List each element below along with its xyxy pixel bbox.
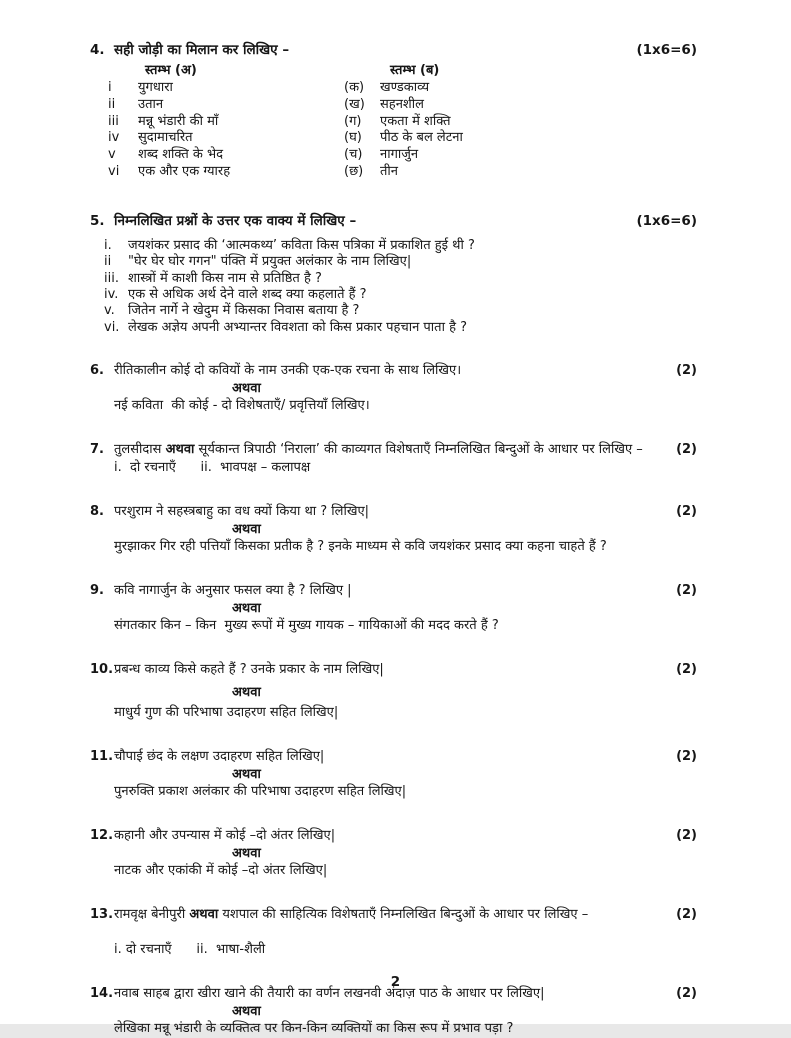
match-row-key: (क) — [344, 80, 365, 95]
question-text-or-bold: अथवा — [165, 442, 195, 458]
question-14-number: 14. — [90, 986, 114, 1002]
match-row — [108, 97, 697, 114]
question-11-number: 11. — [90, 749, 114, 765]
question-7-marks: (2) — [676, 442, 697, 458]
or-label: अथवा — [232, 1004, 261, 1020]
sub-question-serial: iii. — [104, 270, 119, 286]
question-5-items — [104, 238, 697, 336]
question-7-number: 7. — [90, 442, 104, 458]
question-11-line — [90, 748, 697, 766]
match-row-right: पीठ के बल लेटना — [380, 130, 463, 146]
question-9-number: 9. — [90, 583, 104, 599]
question-6 — [90, 362, 697, 415]
question-11-alternative: पुनरुक्ति प्रकाश अलंकार की परिभाषा उदाहरण सहित लिखिए| — [114, 784, 407, 800]
question-6-text — [114, 362, 676, 380]
question-10-marks: (2) — [676, 662, 697, 678]
match-row — [108, 147, 697, 164]
sub-question-serial: ii — [104, 254, 112, 270]
match-row-left: एक और एक ग्यारह — [138, 163, 231, 179]
match-column-headers — [145, 61, 697, 80]
sub-question-text: जयशंकर प्रसाद की ‘आत्मकथ्य’ कविता किस पत्रिका में प्रकाशित हुई थी ? — [128, 237, 475, 253]
question-4-number: 4. — [90, 42, 105, 58]
question-13-text — [114, 906, 676, 924]
match-table — [90, 80, 697, 181]
question-text-or-bold: अथवा — [189, 907, 219, 923]
match-row-serial: v — [108, 147, 116, 163]
question-13-line — [90, 906, 697, 924]
match-row-right: नागार्जुन — [380, 147, 419, 163]
question-9-line — [90, 582, 697, 600]
match-row-right: सहनशील — [380, 96, 424, 112]
match-row-serial: vi — [108, 163, 120, 179]
question-12-marks: (2) — [676, 828, 697, 844]
question-6-line — [90, 362, 697, 380]
match-row-key: (ग) — [344, 113, 362, 129]
question-11-marks: (2) — [676, 749, 697, 765]
question-14-alternative: लेखिका मन्नू भंडारी के व्यक्तित्व पर किन-किन व्यक्तियों का किस रूप में प्रभाव पड़ा ? — [114, 1021, 514, 1037]
question-11 — [90, 748, 697, 801]
question-12-number: 12. — [90, 828, 114, 844]
question-8 — [90, 503, 697, 556]
question-13 — [90, 906, 697, 959]
question-text-main: कहानी और उपन्यास में कोई –दो अंतर लिखिए| — [114, 828, 336, 844]
match-row-right: तीन — [380, 163, 398, 179]
question-text-rest: सूर्यकान्त त्रिपाठी ‘निराला’ की काव्यगत विशेषताएँ निम्नलिखित बिन्दुओं के आधार पर लिखिए – — [194, 442, 643, 458]
question-8-line — [90, 503, 697, 521]
question-7 — [90, 441, 697, 477]
question-14 — [90, 985, 697, 1038]
question-10-line — [90, 661, 697, 679]
question-5 — [90, 211, 697, 336]
question-8-marks: (2) — [676, 504, 697, 520]
or-label: अथवा — [232, 381, 261, 397]
sub-question-serial: v. — [104, 303, 115, 319]
question-5-marks: (1x6=6) — [636, 212, 697, 229]
question-4-marks: (1x6=6) — [636, 42, 697, 58]
match-row-key: (छ) — [344, 163, 364, 179]
question-12 — [90, 827, 697, 880]
match-row — [108, 130, 697, 147]
question-text-main: कवि नागार्जुन के अनुसार फसल क्या है ? लिखिए | — [114, 583, 352, 599]
sub-question-serial: vi. — [104, 319, 120, 335]
page-number: 2 — [390, 974, 401, 990]
match-column-b-header: स्तम्भ (ब) — [390, 63, 440, 78]
match-row — [108, 80, 697, 97]
sub-question — [104, 303, 697, 319]
match-row — [108, 164, 697, 181]
sub-question — [104, 287, 697, 303]
question-text-main: रीतिकालीन कोई दो कवियों के नाम उनकी एक-एक रचना के साथ लिखिए। — [114, 363, 462, 379]
sub-question — [104, 254, 697, 270]
question-text-rest: यशपाल की साहित्यिक विशेषताएँ निम्नलिखित बिन्दुओं के आधार पर लिखिए – — [218, 907, 589, 923]
question-12-alternative: नाटक और एकांकी में कोई –दो अंतर लिखिए| — [114, 863, 328, 879]
match-row-right: खण्डकाव्य — [380, 80, 430, 95]
sub-question-text: एक से अधिक अर्थ देने वाले शब्द क्या कहलाते हैं ? — [128, 287, 367, 302]
match-row-left: सुदामाचरित — [138, 130, 193, 146]
match-row-key: (च) — [344, 147, 363, 163]
question-6-alternative: नई कविता की कोई - दो विशेषताएँ/ प्रवृत्तियाँ लिखिए। — [114, 398, 370, 414]
question-5-header — [90, 211, 697, 231]
sub-question — [104, 320, 697, 336]
or-label: अथवा — [232, 685, 261, 701]
question-10 — [90, 661, 697, 722]
match-row-left: शब्द शक्ति के भेद — [138, 147, 224, 163]
question-6-number: 6. — [90, 363, 104, 379]
sub-question-text: "घेर घेर घोर गगन" पंक्ति में प्रयुक्त अलंकार के नाम लिखिए| — [128, 254, 412, 270]
question-14-marks: (2) — [676, 986, 697, 1002]
question-8-text — [114, 503, 676, 521]
question-text-main: तुलसीदास — [114, 442, 166, 458]
or-label: अथवा — [232, 846, 261, 862]
match-row-left: मन्नू भंडारी की माँ — [138, 113, 219, 129]
match-row-key: (घ) — [344, 130, 362, 146]
match-row-left: उतान — [138, 96, 164, 112]
match-row-left: युगधारा — [138, 80, 173, 95]
question-4-title: सही जोड़ी का मिलान कर लिखिए – — [114, 42, 290, 58]
sub-question-serial: iv. — [104, 287, 119, 302]
sub-question-text: लेखक अज्ञेय अपनी अभ्यान्तर विवशता को किस प्रकार पहचान पाता है ? — [128, 319, 468, 335]
question-11-text — [114, 748, 676, 766]
match-row-serial: i — [108, 80, 112, 95]
sub-question — [104, 271, 697, 287]
question-text-main: नवाब साहब द्वारा खीरा खाने की तैयारी का वर्णन लखनवी अंदाज़ पाठ के आधार पर लिखिए| — [114, 986, 545, 1002]
match-row-serial: ii — [108, 96, 116, 112]
match-row-serial: iv — [108, 130, 120, 146]
question-13-number: 13. — [90, 907, 114, 923]
match-column-a-header: स्तम्भ (अ) — [145, 63, 197, 78]
question-5-title: निम्नलिखित प्रश्नों के उत्तर एक वाक्य में लिखिए – — [114, 212, 357, 229]
question-8-number: 8. — [90, 504, 104, 520]
question-13-points: i. दो रचनाएँ ii. भाषा-शैली — [114, 942, 266, 958]
match-row-key: (ख) — [344, 96, 365, 112]
question-7-line — [90, 441, 697, 459]
question-7-text — [114, 441, 676, 459]
question-10-text — [114, 661, 676, 679]
question-text-main: प्रबन्ध काव्य किसे कहते हैं ? उनके प्रकार के नाम लिखिए| — [114, 662, 384, 678]
question-5-number: 5. — [90, 212, 105, 229]
question-13-marks: (2) — [676, 907, 697, 923]
sub-question-serial: i. — [104, 237, 112, 253]
match-row-right: एकता में शक्ति — [380, 113, 451, 129]
question-12-text — [114, 827, 676, 845]
question-10-alternative: माधुर्य गुण की परिभाषा उदाहरण सहित लिखिए| — [114, 705, 339, 721]
question-6-marks: (2) — [676, 363, 697, 379]
sub-question-text: जितेन नार्गे ने खेदुम में किसका निवास बताया है ? — [128, 303, 360, 319]
question-9-text — [114, 582, 676, 600]
question-12-line — [90, 827, 697, 845]
question-9-alternative: संगतकार किन – किन मुख्य रूपों में मुख्य गायक – गायिकाओं की मदद करते हैं ? — [114, 618, 499, 634]
question-7-points: i. दो रचनाएँ ii. भावपक्ष – कलापक्ष — [114, 460, 311, 476]
question-text-main: चौपाई छंद के लक्षण उदाहरण सहित लिखिए| — [114, 749, 325, 765]
question-9 — [90, 582, 697, 635]
sub-question — [104, 238, 697, 254]
match-row-serial: iii — [108, 113, 119, 129]
question-8-alternative: मुरझाकर गिर रही पत्तियाँ किसका प्रतीक है ? इनके माध्यम से कवि जयशंकर प्रसाद क्या कहना चाहते हैं ? — [114, 539, 607, 555]
or-label: अथवा — [232, 522, 261, 538]
sub-question-text: शास्त्रों में काशी किस नाम से प्रतिष्ठित है ? — [128, 270, 322, 286]
question-text-main: परशुराम ने सहस्त्रबाहु का वध क्यों किया था ? लिखिए| — [114, 504, 370, 520]
question-9-marks: (2) — [676, 583, 697, 599]
or-label: अथवा — [232, 767, 261, 783]
question-text-main: रामवृक्ष बेनीपुरी — [114, 907, 190, 923]
question-10-number: 10. — [90, 662, 114, 678]
question-4-header — [90, 40, 697, 60]
question-4 — [90, 40, 697, 181]
or-label: अथवा — [232, 601, 261, 617]
match-row — [108, 114, 697, 131]
